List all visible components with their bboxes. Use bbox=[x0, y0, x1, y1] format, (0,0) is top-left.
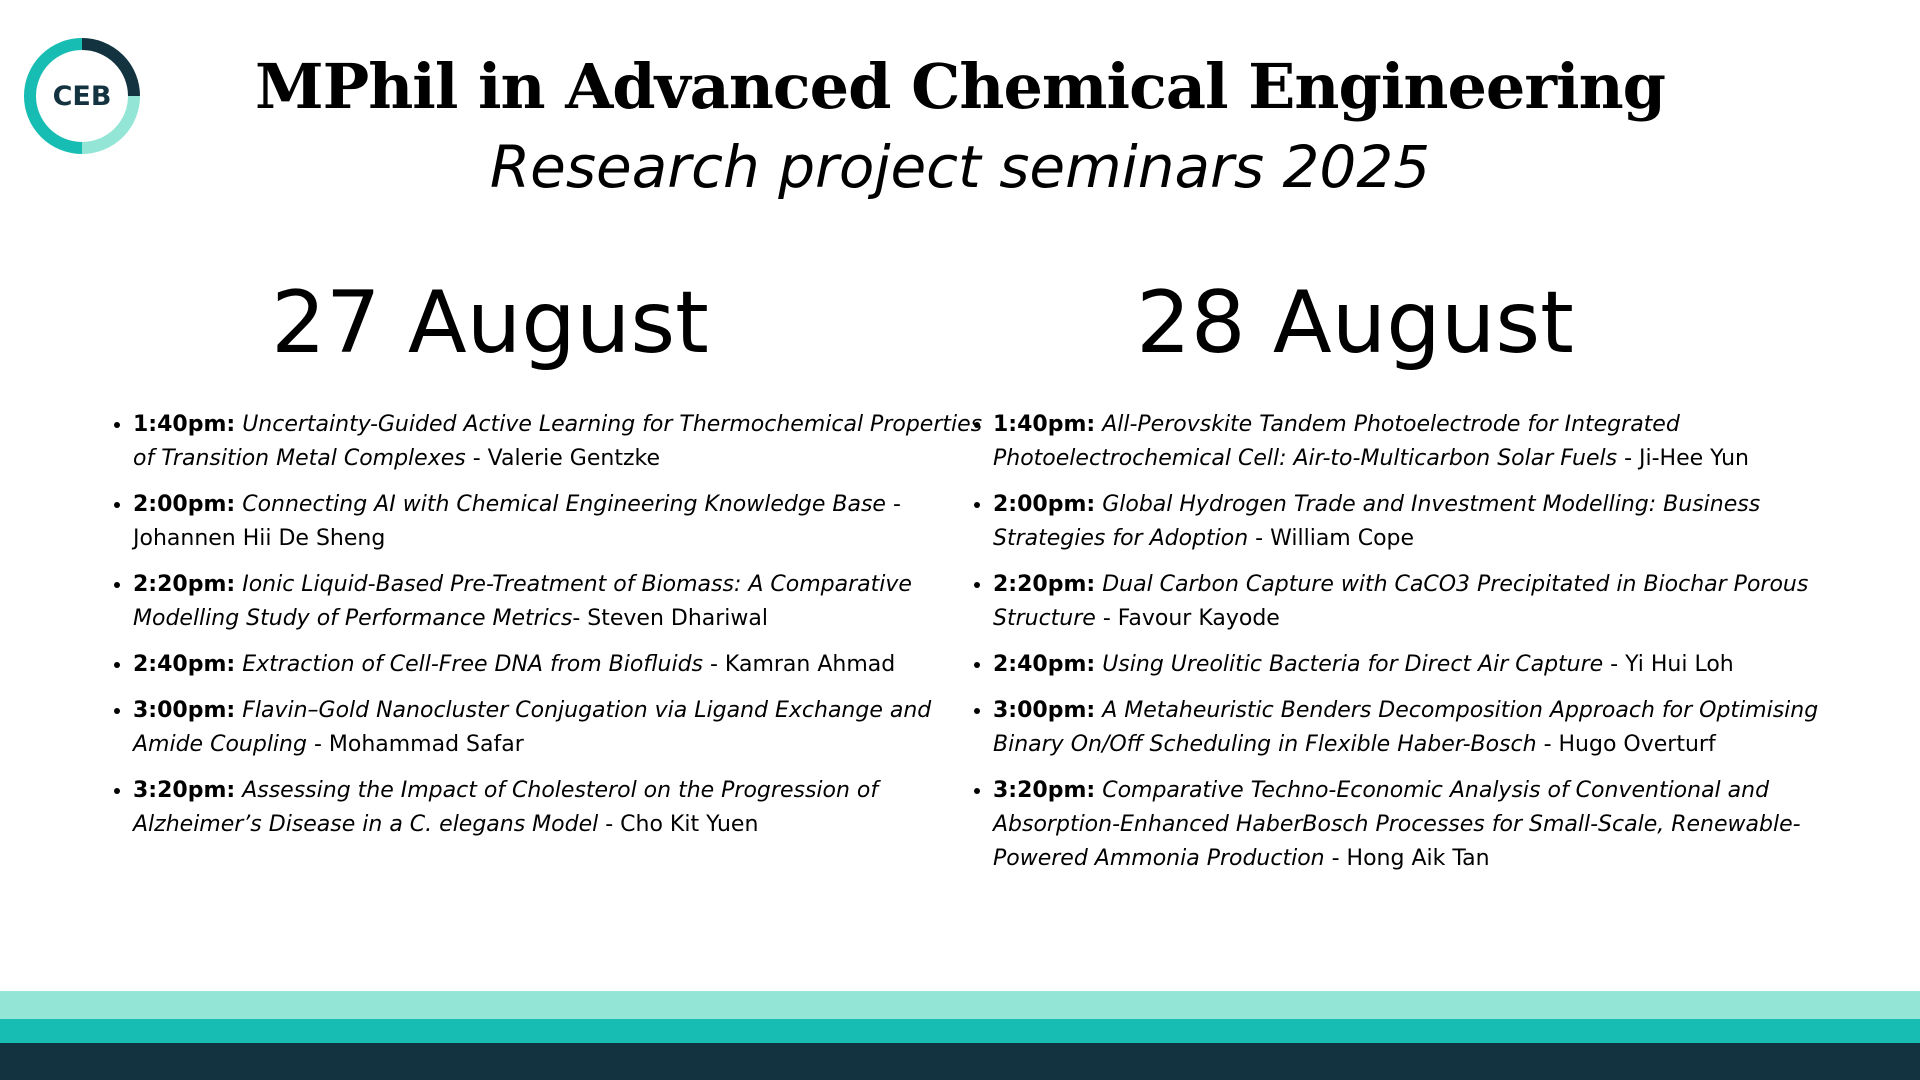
session-time: 1:40pm: bbox=[133, 412, 236, 437]
session-list-28-august bbox=[950, 408, 1873, 888]
list-item bbox=[993, 648, 1873, 682]
list-item bbox=[993, 408, 1873, 476]
list-item bbox=[133, 408, 1003, 476]
session-title: Dual Carbon Capture with CaCO3 Precipitated in Biochar Porous Structure bbox=[993, 572, 1809, 631]
session-title: Global Hydrogen Trade and Investment Modelling: Business Strategies for Adoption bbox=[993, 492, 1761, 551]
list-item bbox=[993, 568, 1873, 636]
session-time: 1:40pm: bbox=[993, 412, 1096, 437]
session-time: 2:40pm: bbox=[993, 652, 1096, 677]
session-time: 3:00pm: bbox=[993, 698, 1096, 723]
session-title: Comparative Techno-Economic Analysis of Conventional and Absorption-Enhanced HaberBosch Processes for Small-Scale, Renewable-Powered Ammonia Production bbox=[993, 778, 1801, 871]
session-title: Ionic Liquid-Based Pre-Treatment of Biomass: A Comparative Modelling Study of Performance Metrics bbox=[133, 572, 912, 631]
list-item bbox=[993, 694, 1873, 762]
session-title: Flavin–Gold Nanocluster Conjugation via Ligand Exchange and Amide Coupling bbox=[133, 698, 932, 757]
session-time: 3:00pm: bbox=[133, 698, 236, 723]
session-speaker: - Mohammad Safar bbox=[306, 732, 524, 757]
footer-band-mid bbox=[0, 1019, 1920, 1043]
list-item bbox=[133, 774, 1003, 842]
list-item bbox=[133, 488, 1003, 556]
session-title: Extraction of Cell-Free DNA from Biofluids bbox=[242, 652, 703, 677]
session-time: 3:20pm: bbox=[993, 778, 1096, 803]
session-speaker: - Cho Kit Yuen bbox=[598, 812, 759, 837]
session-speaker: - Favour Kayode bbox=[1095, 606, 1280, 631]
session-time: 2:00pm: bbox=[993, 492, 1096, 517]
session-speaker: - Yi Hui Loh bbox=[1603, 652, 1734, 677]
session-time: 2:40pm: bbox=[133, 652, 236, 677]
day-heading-28-august: 28 August bbox=[1136, 273, 1574, 373]
footer-band-light bbox=[0, 991, 1920, 1019]
list-item bbox=[133, 648, 1003, 682]
session-list-27-august bbox=[90, 408, 1003, 854]
day-heading-27-august: 27 August bbox=[271, 273, 709, 373]
session-speaker: - Steven Dhariwal bbox=[572, 606, 768, 631]
session-title: Assessing the Impact of Cholesterol on the Progression of Alzheimer’s Disease in a C. elegans Model bbox=[133, 778, 879, 837]
footer-band-dark bbox=[0, 1043, 1920, 1080]
session-time: 2:00pm: bbox=[133, 492, 236, 517]
list-item bbox=[133, 568, 1003, 636]
session-time: 2:20pm: bbox=[993, 572, 1096, 597]
page-subtitle: Research project seminars 2025 bbox=[489, 133, 1431, 201]
session-speaker: - Kamran Ahmad bbox=[703, 652, 896, 677]
list-item bbox=[133, 694, 1003, 762]
session-speaker: - Valerie Gentzke bbox=[465, 446, 660, 471]
session-speaker: - Hong Aik Tan bbox=[1324, 846, 1490, 871]
page-title: MPhil in Advanced Chemical Engineering bbox=[254, 50, 1666, 123]
session-title: Uncertainty-Guided Active Learning for Thermochemical Properties of Transition Metal Complexes bbox=[133, 412, 983, 471]
session-title: Using Ureolitic Bacteria for Direct Air Capture bbox=[1102, 652, 1604, 677]
session-speaker: - Ji-Hee Yun bbox=[1617, 446, 1749, 471]
session-title: All-Perovskite Tandem Photoelectrode for Integrated Photoelectrochemical Cell: Air-to-Multicarbon Solar Fuels bbox=[993, 412, 1680, 471]
list-item bbox=[993, 774, 1873, 876]
session-speaker: - Johannen Hii De Sheng bbox=[133, 492, 901, 551]
session-title: Connecting AI with Chemical Engineering Knowledge Base bbox=[242, 492, 886, 517]
session-speaker: - Hugo Overturf bbox=[1536, 732, 1716, 757]
session-time: 3:20pm: bbox=[133, 778, 236, 803]
session-speaker: - William Cope bbox=[1248, 526, 1415, 551]
logo-text: CEB bbox=[52, 80, 112, 112]
session-title: A Metaheuristic Benders Decomposition Approach for Optimising Binary On/Off Scheduling in Flexible Haber-Bosch bbox=[993, 698, 1819, 757]
session-time: 2:20pm: bbox=[133, 572, 236, 597]
list-item bbox=[993, 488, 1873, 556]
